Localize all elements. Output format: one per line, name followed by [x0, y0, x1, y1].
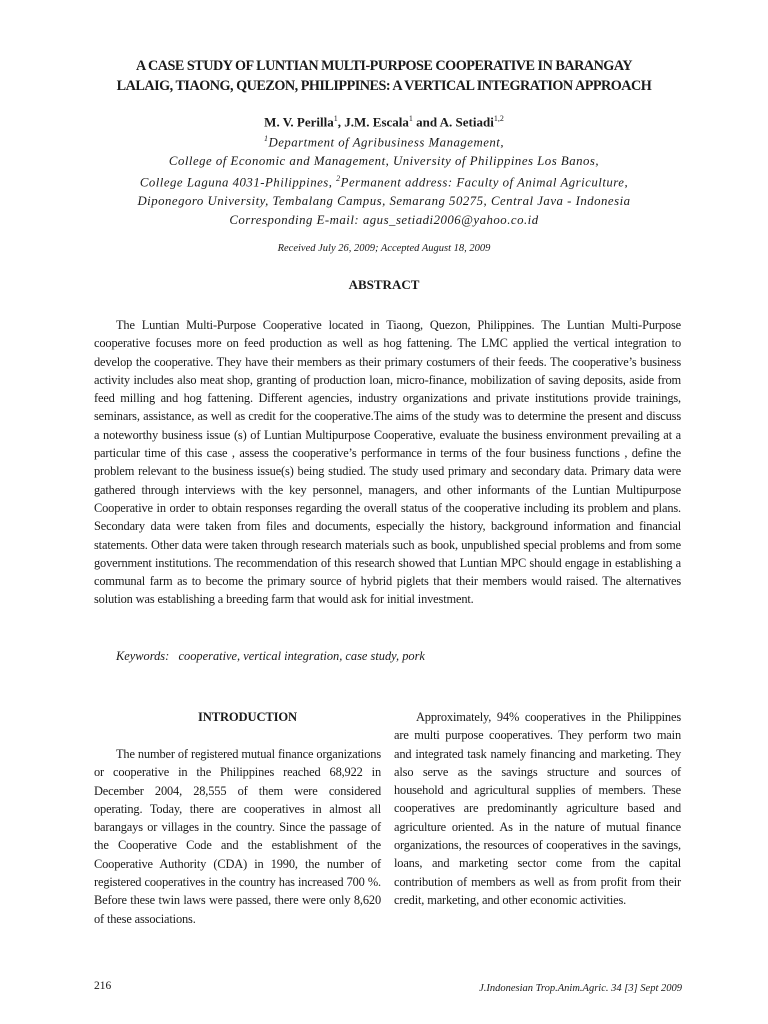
received-dates: Received July 26, 2009; Accepted August 18, 2009 [277, 243, 491, 254]
abstract-body [94, 316, 681, 609]
affiliation-block [60, 130, 708, 229]
keywords-line [116, 647, 425, 665]
affiliation-mark: 1 [263, 134, 269, 143]
affiliation-mark: 2 [336, 174, 341, 184]
affiliation-text: Permanent address: Faculty of Animal Agriculture, [340, 175, 629, 190]
paper-title-line: LALAIG, TIAONG, QUEZON, PHILIPPINES: A VERTICAL INTEGRATION APPROACH [116, 78, 652, 94]
paper-title-line: A CASE STUDY OF LUNTIAN MULTI-PURPOSE COOPERATIVE IN BARANGAY [135, 58, 633, 74]
affiliation-text: Department of Agribusiness Management, [268, 135, 505, 150]
author-separator: , [337, 114, 345, 130]
author-affiliation-mark: 1 [333, 114, 338, 123]
author-list [60, 110, 708, 131]
intro-paragraph: The number of registered mutual finance organizations or cooperative in the Philippines reached 68,922 in December 2004, 28,555 of them were considered operating. Today, there are cooperatives in almost all barangays or villages in the country. Since the passage of the Cooperative Code and the establishment of the Cooperative Authority (CDA) in 1990, the number of registered cooperatives in the country has increased 700 %. Before these twin laws were passed, there were only 8,620 of these associations. [94, 747, 381, 926]
affiliation-line: College of Economic and Management, University of Philippines Los Banos, [168, 153, 600, 168]
keywords-list: cooperative, vertical integration, case study, pork [178, 649, 425, 663]
author-affiliation-mark: 1 [408, 114, 413, 123]
intro-paragraph: Approximately, 94% cooperatives in the Philippines are multi purpose cooperatives. They perform two main and integrated task namely financing and marketing. They also serve as the savings structure and sources of household and agricultural supplies of members. These cooperatives are predominantly agriculture based and agriculture oriented. As in the nature of mutual finance organizations, the resources of cooperatives in the savings, loans, and marketing sector come from the capital contribution of members as well as from profit from their credit, marketing, and other economic activities. [394, 710, 681, 907]
author-affiliation-mark: 1,2 [493, 114, 504, 123]
abstract-paragraph: The Luntian Multi-Purpose Cooperative located in Tiaong, Quezon, Philippines. The Luntian Multi-Purpose cooperative focuses more on feed production as well as hog fattening. The LMC applied the vertical integration to develop the cooperative. They have their members as their primary costumers of their feeds. The cooperative’s business activity includes also meat shop, granting of production loan, micro-finance, mobilization of saving deposits, aside from feed milling and hog fattening. Different agencies, industry organizations and private institutions provide trainings, seminars, assistance, as well as credit for the cooperative.The aims of the study was to determine the present and discuss a noteworthy business issue (s) of Luntian Multipurpose Cooperative, evaluate the business environment prevailing at a particular time of this case , assess the cooperative’s performance in terms of the four business functions , define the problem relevant to the business issue(s) being studied. The study used primary and secondary data. Primary data were gathered through interviews with the key personnel, managers, and other informants of the Luntian Multipurpose Cooperative in order to obtain responses regarding the overall status of the cooperative including its problem and plans. Secondary data were taken from files and documents, especially the history, background information and financial statements. Other data were taken through research materials such as book, unpublished special problems and from some government institutions. The recommendation of this research showed that Luntian MPC should engage in establishing a communal farm as to become the primary source of hybrid piglets that their members would raised. The alternatives solution was establishing a breeding farm that would ask for initial investment. [94, 318, 681, 607]
author-name: J.M. Escala [344, 114, 409, 130]
paper-title [60, 56, 708, 96]
author-separator: and [412, 114, 440, 130]
author-name: A. Setiadi [439, 114, 494, 130]
corresponding-email: Corresponding E-mail: agus_setiadi2006@yahoo.co.id [229, 212, 539, 227]
intro-left-column [94, 708, 381, 928]
introduction-heading: INTRODUCTION [198, 710, 297, 724]
keywords-label: Keywords: [116, 649, 170, 663]
abstract-heading: ABSTRACT [348, 277, 420, 292]
affiliation-line [60, 130, 708, 152]
journal-reference: J.Indonesian Trop.Anim.Agric. 34 [3] Sept 2009 [479, 983, 682, 994]
affiliation-text: College Laguna 4031-Philippines, [139, 175, 337, 190]
author-name: M. V. Perilla [264, 114, 334, 130]
affiliation-line: Diponegoro University, Tembalang Campus, Semarang 50275, Central Java - Indonesia [137, 194, 631, 209]
page-number: 216 [94, 980, 112, 992]
affiliation-line [60, 170, 708, 192]
intro-right-column [394, 708, 681, 909]
